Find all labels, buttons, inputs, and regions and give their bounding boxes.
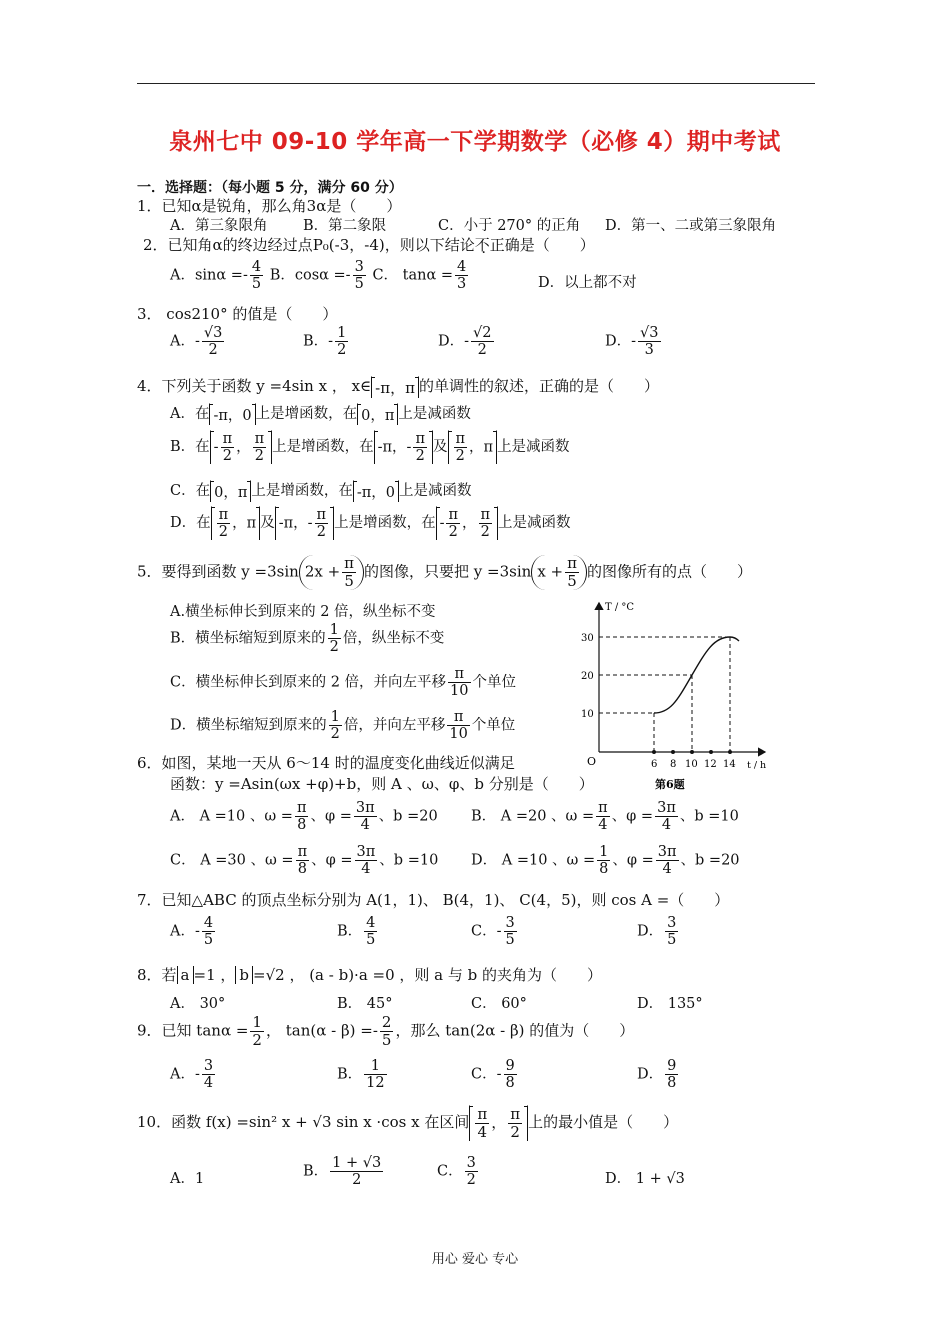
x-tick-8: 8 — [670, 759, 677, 770]
q5-option-c: C．横坐标伸长到原来的 2 倍，并向左平移 $\frac{\pi}{10}$ 个单位 — [170, 666, 516, 700]
q5-option-b: B．横坐标缩短到原来的 $\frac{1}{2}$ 倍，纵坐标不变 — [170, 622, 445, 656]
q10-option-b: B． $\frac{1 + √3}{2}$ — [303, 1155, 382, 1189]
guide-lines — [599, 637, 730, 752]
x-tick-12: 12 — [704, 759, 717, 770]
origin-label: O — [587, 755, 597, 768]
q1-option-b: B．第二象限 — [303, 218, 387, 234]
q7-option-a: A．- $\frac{4}{5}$ — [170, 915, 214, 949]
q2-option-d: D．以上都不对 — [538, 275, 637, 291]
page-footer: 用心 爱心 专心 — [431, 1252, 519, 1267]
q9-option-a: A．- $\frac{3}{4}$ — [170, 1058, 214, 1092]
q5-option-d: D．横坐标缩短到原来的 $\frac{1}{2}$ 倍，并向左平移 $\frac{\pi}{10}$ 个单位 — [170, 709, 516, 743]
q1-stem: 1．已知α是锐角，那么角3α是（ ） — [137, 197, 402, 215]
q6-option-a: A． A =10 、ω = $\frac{\pi}{8}$ 、φ = $\frac{3\pi}{4}$ 、b =20 — [170, 800, 438, 834]
x-axis-label: t / h — [747, 760, 767, 771]
q8-option-c: C． 60° — [471, 996, 527, 1012]
y-axis-label: T / °C — [605, 602, 635, 613]
q7-option-b: B． $\frac{4}{5}$ — [337, 915, 376, 949]
q8-option-d: D． 135° — [637, 996, 703, 1012]
q4-option-a: A．在 -π，0 上是增函数，在 0，π 上是减函数 — [170, 402, 471, 425]
y-tick-10: 10 — [581, 709, 594, 720]
q1-option-c: C．小于 270° 的正角 — [438, 218, 581, 234]
x-tick-6: 6 — [651, 759, 658, 770]
q7-option-c: C．- $\frac{3}{5}$ — [471, 915, 515, 949]
temperature-figure — [575, 595, 775, 795]
q10-option-a: A．1 — [170, 1171, 205, 1187]
q4-stem: 4．下列关于函数 y =4sin x ， x∈ -π，π 的单调性的叙述，正确的是（ ） — [137, 377, 659, 397]
y-tick-20: 20 — [581, 671, 594, 682]
q10-stem: 10．函数 f(x) =sin² x + √3 sin x ·cos x 在区间 $\frac{\pi}{4}$ ， $\frac{\pi}{2}$ 上的最小值是（ ） — [137, 1105, 679, 1141]
q3-stem: 3． cos210° 的值是（ ） — [137, 305, 338, 323]
q2-option-a: A．sinα =- $\frac{4}{5}$ B．cosα =- $\frac{3}{5}$ C． tanα = $\frac{4}{3}$ — [170, 259, 467, 293]
q5-option-a: A.横坐标伸长到原来的 2 倍，纵坐标不变 — [170, 604, 436, 620]
q1-option-d: D．第一、二或第三象限角 — [605, 218, 777, 234]
q9-option-b: B． $\frac{1}{12}$ — [337, 1058, 385, 1092]
y-tick-30: 30 — [581, 633, 594, 644]
q8-option-b: B． 45° — [337, 996, 393, 1012]
q10-option-d: D． 1 + √3 — [605, 1171, 685, 1187]
q3-option-d: D．- $\frac{√3}{3}$ — [605, 325, 659, 359]
q6-stem: 6．如图，某地一天从 6～14 时的温度变化曲线近似满足 — [137, 754, 515, 772]
q1-option-a: A．第三象限角 — [170, 218, 268, 234]
figure-caption: 第6题 — [655, 778, 685, 791]
q6-option-c: C． A =30 、ω = $\frac{\pi}{8}$ 、φ = $\frac{3\pi}{4}$ 、b =10 — [170, 844, 439, 878]
q9-option-c: C．- $\frac{9}{8}$ — [471, 1058, 515, 1092]
q3-option-b: B．- $\frac{1}{2}$ — [303, 325, 347, 359]
q6-option-b: B． A =20 、ω = $\frac{\pi}{4}$ 、φ = $\frac{3\pi}{4}$ 、b =10 — [471, 800, 739, 834]
q4-option-d: D．在 $\frac{\pi}{2}$ ，π 及 -π，- $\frac{\pi}{2}$ 上是增函数，在 - $\frac{\pi}{2}$ ， $\frac{\pi}{2}$ 上是减函数 — [170, 507, 571, 541]
q5-stem: 5．要得到函数 y =3sin 2x + $\frac{\pi}{5}$ 的图像，只要把 y =3sin x + $\frac{\pi}{5}$ 的图像所有的点（ ） — [137, 554, 752, 590]
temperature-curve — [654, 637, 739, 713]
q7-stem: 7．已知△ABC 的顶点坐标分别为 A(1，1)、 B(4，1)、 C(4，5)，则 cos A =（ ） — [137, 891, 730, 909]
q6-stem-2: 函数：y =Asin(ωx +φ)+b，则 A 、ω、φ、b 分别是（ ） — [170, 775, 594, 793]
q9-stem: 9．已知 tanα = $\frac{1}{2}$ ， tan(α - β) =- $\frac{2}{5}$ ，那么 tan(2α - β) 的值为（ ） — [137, 1013, 635, 1049]
q4-option-c: C．在 0，π 上是增函数，在 -π，0 上是减函数 — [170, 479, 472, 502]
q9-option-d: D． $\frac{9}{8}$ — [637, 1058, 677, 1092]
page-title: 泉州七中 09-10 学年高一下学期数学（必修 4）期中考试 — [169, 129, 781, 155]
q8-stem: 8．若 a =1 ， b =√2 ， (a - b)·a =0 ，则 a 与 b 的夹角为（ ） — [137, 966, 603, 984]
q3-option-c: D．- $\frac{√2}{2}$ — [438, 325, 492, 359]
q2-stem: 2．已知角α的终边经过点P₀(-3，-4)，则以下结论不正确是（ ） — [143, 236, 595, 254]
q6-option-d: D． A =10 、ω = $\frac{1}{8}$ 、φ = $\frac{3\pi}{4}$ 、b =20 — [471, 844, 740, 878]
q4-option-b: B．在 - $\frac{\pi}{2}$ ， $\frac{\pi}{2}$ 上是增函数，在 -π，- $\frac{\pi}{2}$ 及 $\frac{\pi}{2}$ ，π 上是减函数 — [170, 431, 570, 465]
section-heading: 一．选择题：（每小题 5 分，满分 60 分） — [137, 180, 403, 196]
q10-option-c: C． $\frac{3}{2}$ — [437, 1155, 476, 1189]
q8-option-a: A． 30° — [170, 996, 226, 1012]
x-tick-10: 10 — [685, 759, 698, 770]
header-rule — [137, 83, 815, 84]
x-tick-14: 14 — [723, 759, 736, 770]
q3-option-a: A．- $\frac{√3}{2}$ — [170, 325, 223, 359]
q7-option-d: D． $\frac{3}{5}$ — [637, 915, 677, 949]
